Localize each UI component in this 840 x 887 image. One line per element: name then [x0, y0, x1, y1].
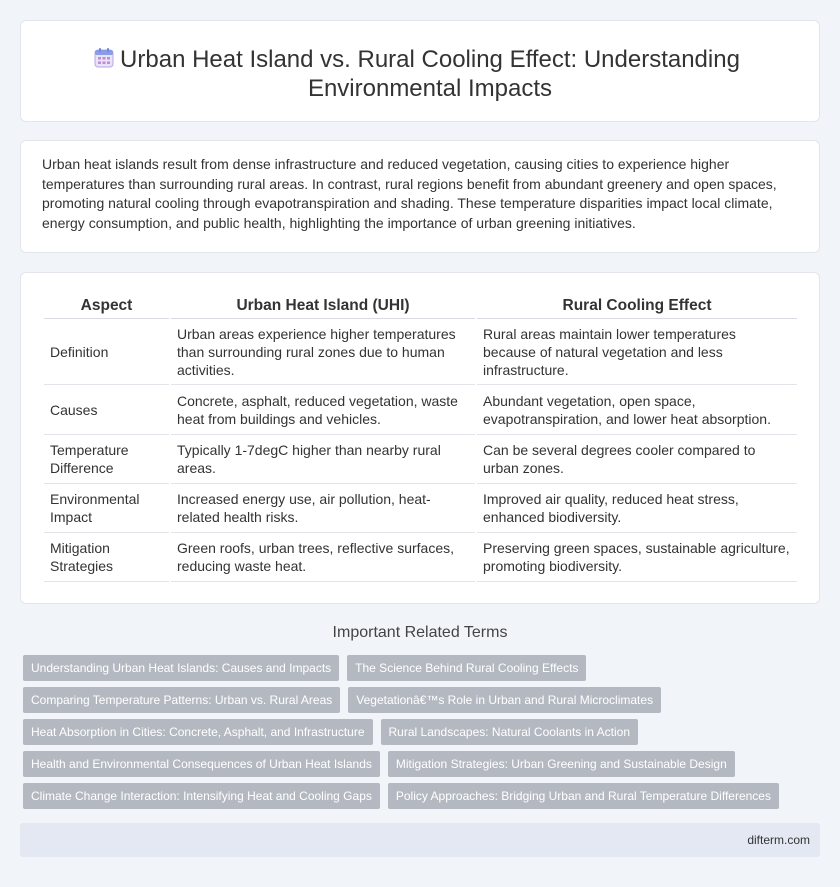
intro-card [20, 140, 820, 253]
cell-urban: Typically 1-7degC higher than nearby rural areas. [171, 435, 475, 484]
cell-aspect: Mitigation Strategies [44, 533, 169, 582]
table-header-row [44, 294, 797, 319]
cell-aspect: Environmental Impact [44, 484, 169, 533]
related-term-link[interactable]: Policy Approaches: Bridging Urban and Rural Temperature Differences [388, 783, 779, 809]
table-row [44, 385, 797, 435]
related-term-link[interactable]: Heat Absorption in Cities: Concrete, Asphalt, and Infrastructure [23, 719, 373, 745]
related-term-link[interactable]: Climate Change Interaction: Intensifying Heat and Cooling Gaps [23, 783, 380, 809]
footer [20, 823, 820, 857]
related-term-link[interactable]: Understanding Urban Heat Islands: Causes and Impacts [23, 655, 339, 681]
related-term-link[interactable]: Comparing Temperature Patterns: Urban vs. Rural Areas [23, 687, 340, 713]
cell-urban: Increased energy use, air pollution, heat-related health risks. [171, 484, 475, 533]
cell-rural: Preserving green spaces, sustainable agriculture, promoting biodiversity. [477, 533, 797, 582]
related-term-link[interactable]: Health and Environmental Consequences of Urban Heat Islands [23, 751, 380, 777]
comparison-table-card [20, 272, 820, 604]
cell-aspect: Causes [44, 385, 169, 435]
related-term-link[interactable]: The Science Behind Rural Cooling Effects [347, 655, 586, 681]
cell-urban: Urban areas experience higher temperatures than surrounding rural zones due to human activities. [171, 319, 475, 385]
header-card [20, 20, 820, 122]
related-term-link[interactable]: Vegetationâ€™s Role in Urban and Rural Microclimates [348, 687, 661, 713]
cell-rural: Can be several degrees cooler compared to urban zones. [477, 435, 797, 484]
term-row [23, 719, 823, 745]
table-row [44, 319, 797, 385]
cell-aspect: Definition [44, 319, 169, 385]
term-row [23, 655, 823, 681]
comparison-table [42, 294, 799, 582]
cell-urban: Concrete, asphalt, reduced vegetation, waste heat from buildings and vehicles. [171, 385, 475, 435]
term-row [23, 687, 823, 713]
table-row [44, 484, 797, 533]
table-row [44, 435, 797, 484]
related-terms-heading: Important Related Terms [332, 624, 508, 641]
cell-rural: Abundant vegetation, open space, evapotranspiration, and lower heat absorption. [477, 385, 797, 435]
header-rural: Rural Cooling Effect [477, 294, 797, 319]
table-row [44, 533, 797, 582]
related-terms-list [23, 655, 823, 815]
cell-aspect: Temperature Difference [44, 435, 169, 484]
intro-paragraph: Urban heat islands result from dense infrastructure and reduced vegetation, causing cities to experience higher temperatures than surrounding rural areas. In contrast, rural regions benefit from abundant greenery and open spaces, promoting natural cooling through evapotranspiration and shading. These temperature disparities impact local climate, energy consumption, and public health, highlighting the importance of urban greening initiatives. [42, 156, 777, 231]
footer-site-link[interactable]: difterm.com [747, 833, 810, 847]
header-aspect: Aspect [44, 294, 169, 319]
related-term-link[interactable]: Mitigation Strategies: Urban Greening and Sustainable Design [388, 751, 735, 777]
related-term-link[interactable]: Rural Landscapes: Natural Coolants in Action [381, 719, 638, 745]
header-urban: Urban Heat Island (UHI) [171, 294, 475, 319]
cell-urban: Green roofs, urban trees, reflective surfaces, reducing waste heat. [171, 533, 475, 582]
term-row [23, 751, 823, 777]
term-row [23, 783, 823, 809]
cell-rural: Improved air quality, reduced heat stress, enhanced biodiversity. [477, 484, 797, 533]
page-title: Urban Heat Island vs. Rural Cooling Effect: Understanding Environmental Impacts [120, 46, 740, 102]
cell-rural: Rural areas maintain lower temperatures because of natural vegetation and less infrastructure. [477, 319, 797, 385]
